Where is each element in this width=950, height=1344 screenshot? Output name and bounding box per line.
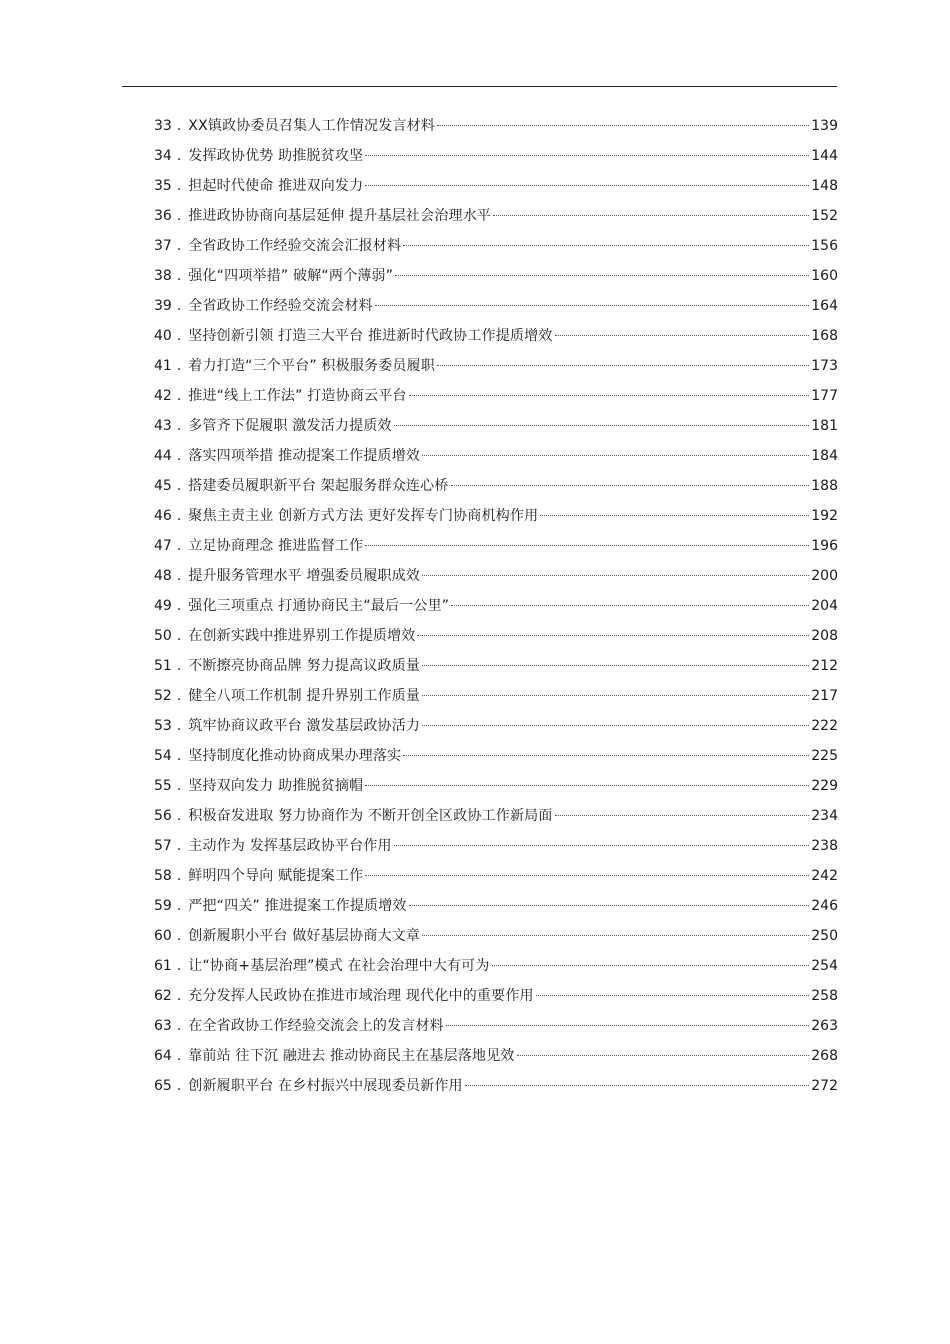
toc-entry-number: 57 [154,838,172,854]
toc-entry-page: 188 [811,478,838,494]
toc-dot-leader [417,635,809,636]
toc-dot-leader [493,215,809,216]
toc-entry-separator: . [176,868,182,884]
toc-entry-separator: . [176,538,182,554]
toc-entry-title: XX镇政协委员召集人工作情况发言材料 [188,118,436,134]
toc-entry-separator: . [176,928,182,944]
toc-entry-number: 55 [154,778,172,794]
toc-entry-page: 160 [811,268,838,284]
toc-entry-title: 强化三项重点 打通协商民主“最后一公里” [188,598,450,614]
toc-entry-separator: . [176,898,182,914]
toc-entry-separator: . [176,598,182,614]
toc-entry-title: 主动作为 发挥基层政协平台作用 [188,838,392,854]
toc-entry[interactable] [154,234,838,264]
toc-entry[interactable] [154,174,838,204]
toc-entry-title: 坚持制度化推动协商成果办理落实 [188,748,402,764]
toc-entry-separator: . [176,718,182,734]
toc-dot-leader [536,995,810,996]
toc-entry[interactable] [154,714,838,744]
toc-entry[interactable] [154,414,838,444]
toc-dot-leader [446,1025,809,1026]
toc-entry-title: 靠前站 往下沉 融进去 推动协商民主在基层落地见效 [188,1048,515,1064]
toc-entry-title: 推进政协协商向基层延伸 提升基层社会治理水平 [188,208,492,224]
toc-entry-title: 鲜明四个导向 赋能提案工作 [188,868,364,884]
toc-entry[interactable] [154,1014,838,1044]
toc-entry-number: 62 [154,988,172,1004]
toc-entry[interactable] [154,624,838,654]
toc-dot-leader [540,515,809,516]
toc-entry-separator: . [176,118,182,134]
toc-entry[interactable] [154,564,838,594]
toc-dot-leader [403,755,809,756]
toc-entry-title: 担起时代使命 推进双向发力 [188,178,364,194]
toc-entry-separator: . [176,418,182,434]
toc-entry-title: 立足协商理念 推进监督工作 [188,538,364,554]
toc-entry-separator: . [176,268,182,284]
toc-entry-page: 177 [811,388,838,404]
toc-entry[interactable] [154,894,838,924]
toc-entry-page: 254 [811,958,838,974]
toc-dot-leader [437,125,809,126]
toc-entry-number: 54 [154,748,172,764]
toc-entry-title: 全省政协工作经验交流会汇报材料 [188,238,402,254]
toc-entry-title: 充分发挥人民政协在推进市域治理 现代化中的重要作用 [188,988,534,1004]
toc-dot-leader [422,935,809,936]
toc-entry[interactable] [154,114,838,144]
toc-entry-page: 181 [811,418,838,434]
table-of-contents [154,114,838,1104]
toc-entry-title: 不断擦亮协商品牌 努力提高议政质量 [188,658,421,674]
toc-dot-leader [555,815,810,816]
toc-entry-page: 217 [811,688,838,704]
toc-entry[interactable] [154,924,838,954]
toc-entry-page: 238 [811,838,838,854]
toc-entry-separator: . [176,208,182,224]
toc-entry-separator: . [176,148,182,164]
toc-dot-leader [409,905,810,906]
toc-entry-number: 36 [154,208,172,224]
toc-entry-page: 258 [811,988,838,1004]
toc-dot-leader [365,875,809,876]
toc-entry-separator: . [176,508,182,524]
toc-dot-leader [437,365,809,366]
toc-entry-number: 63 [154,1018,172,1034]
toc-entry-title: 严把“四关” 推进提案工作提质增效 [188,898,407,914]
toc-entry-number: 48 [154,568,172,584]
toc-entry-page: 196 [811,538,838,554]
toc-entry[interactable] [154,954,838,984]
toc-entry-title: 发挥政协优势 助推脱贫攻坚 [188,148,364,164]
toc-entry-number: 65 [154,1078,172,1094]
toc-entry-number: 38 [154,268,172,284]
toc-entry[interactable] [154,384,838,414]
toc-entry-page: 139 [811,118,838,134]
toc-entry-page: 144 [811,148,838,164]
toc-entry-number: 43 [154,418,172,434]
toc-entry-page: 148 [811,178,838,194]
toc-entry-separator: . [176,568,182,584]
toc-entry-separator: . [176,478,182,494]
toc-entry-title: 提升服务管理水平 增强委员履职成效 [188,568,421,584]
toc-entry[interactable] [154,144,838,174]
toc-entry-title: 全省政协工作经验交流会材料 [188,298,373,314]
toc-entry-separator: . [176,958,182,974]
toc-entry-number: 46 [154,508,172,524]
toc-dot-leader [365,185,809,186]
toc-entry[interactable] [154,594,838,624]
toc-dot-leader [422,695,809,696]
toc-dot-leader [365,155,809,156]
toc-entry-page: 263 [811,1018,838,1034]
toc-entry-separator: . [176,658,182,674]
toc-entry[interactable] [154,774,838,804]
toc-entry[interactable] [154,654,838,684]
toc-entry-title: 多管齐下促履职 激发活力提质效 [188,418,392,434]
toc-entry[interactable] [154,684,838,714]
toc-entry-number: 53 [154,718,172,734]
toc-entry-page: 229 [811,778,838,794]
toc-entry-page: 168 [811,328,838,344]
toc-entry-page: 234 [811,808,838,824]
toc-entry-separator: . [176,838,182,854]
toc-entry-page: 212 [811,658,838,674]
toc-entry-page: 192 [811,508,838,524]
toc-entry-page: 225 [811,748,838,764]
toc-entry[interactable] [154,744,838,774]
toc-entry-title: 强化“四项举措” 破解“两个薄弱” [188,268,394,284]
toc-entry-number: 51 [154,658,172,674]
toc-entry[interactable] [154,444,838,474]
toc-dot-leader [403,245,809,246]
toc-entry-page: 272 [811,1078,838,1094]
toc-entry[interactable] [154,1044,838,1074]
toc-entry[interactable] [154,204,838,234]
toc-dot-leader [465,1085,810,1086]
toc-entry-title: 聚焦主责主业 创新方式方法 更好发挥专门协商机构作用 [188,508,539,524]
toc-entry-number: 50 [154,628,172,644]
toc-entry-number: 60 [154,928,172,944]
toc-dot-leader [451,605,809,606]
toc-entry-number: 44 [154,448,172,464]
toc-entry-separator: . [176,1048,182,1064]
toc-entry-page: 184 [811,448,838,464]
toc-entry[interactable] [154,504,838,534]
toc-entry-number: 47 [154,538,172,554]
toc-entry-title: 健全八项工作机制 提升界别工作质量 [188,688,421,704]
toc-entry-number: 41 [154,358,172,374]
toc-entry-separator: . [176,748,182,764]
toc-entry-separator: . [176,1078,182,1094]
toc-entry-number: 33 [154,118,172,134]
toc-entry[interactable] [154,834,838,864]
toc-entry[interactable] [154,804,838,834]
toc-entry[interactable] [154,984,838,1014]
toc-entry-title: 推进“线上工作法” 打造协商云平台 [188,388,407,404]
toc-entry-number: 37 [154,238,172,254]
toc-entry-number: 56 [154,808,172,824]
toc-entry-separator: . [176,388,182,404]
toc-entry-separator: . [176,298,182,314]
toc-entry-number: 64 [154,1048,172,1064]
toc-entry-separator: . [176,238,182,254]
toc-entry-number: 40 [154,328,172,344]
toc-entry-separator: . [176,778,182,794]
toc-entry[interactable] [154,294,838,324]
toc-entry-page: 246 [811,898,838,914]
toc-entry-number: 42 [154,388,172,404]
toc-entry-title: 创新履职小平台 做好基层协商大文章 [188,928,421,944]
toc-entry-separator: . [176,988,182,1004]
toc-entry-number: 49 [154,598,172,614]
toc-entry-title: 在全省政协工作经验交流会上的发言材料 [188,1018,444,1034]
toc-entry-page: 268 [811,1048,838,1064]
toc-entry[interactable] [154,864,838,894]
toc-entry-title: 坚持双向发力 助推脱贫摘帽 [188,778,364,794]
toc-entry-separator: . [176,688,182,704]
toc-entry-title: 在创新实践中推进界别工作提质增效 [188,628,416,644]
toc-dot-leader [375,305,809,306]
toc-entry-number: 45 [154,478,172,494]
toc-entry-page: 152 [811,208,838,224]
toc-entry-page: 222 [811,718,838,734]
toc-entry-page: 242 [811,868,838,884]
toc-dot-leader [365,545,809,546]
toc-entry-page: 164 [811,298,838,314]
toc-entry-separator: . [176,358,182,374]
toc-dot-leader [492,965,810,966]
toc-entry-number: 58 [154,868,172,884]
toc-entry-separator: . [176,328,182,344]
toc-entry-number: 34 [154,148,172,164]
toc-entry[interactable] [154,1074,838,1104]
toc-entry-separator: . [176,628,182,644]
toc-entry-title: 积极奋发进取 努力协商作为 不断开创全区政协工作新局面 [188,808,553,824]
toc-entry-title: 让“协商+基层治理”模式 在社会治理中大有可为 [188,958,490,974]
toc-entry-title: 坚持创新引领 打造三大平台 推进新时代政协工作提质增效 [188,328,553,344]
toc-entry[interactable] [154,264,838,294]
toc-entry-number: 52 [154,688,172,704]
toc-dot-leader [422,575,809,576]
toc-entry-page: 204 [811,598,838,614]
toc-entry[interactable] [154,324,838,354]
toc-entry-page: 200 [811,568,838,584]
toc-entry-separator: . [176,448,182,464]
header-rule [122,86,837,87]
toc-entry-page: 173 [811,358,838,374]
toc-entry-number: 59 [154,898,172,914]
toc-dot-leader [409,395,810,396]
toc-entry[interactable] [154,474,838,504]
toc-dot-leader [395,275,809,276]
toc-entry-page: 250 [811,928,838,944]
toc-dot-leader [365,785,809,786]
toc-entry-title: 创新履职平台 在乡村振兴中展现委员新作用 [188,1078,463,1094]
toc-entry-page: 156 [811,238,838,254]
toc-entry-page: 208 [811,628,838,644]
toc-dot-leader [422,665,809,666]
toc-dot-leader [422,725,809,726]
toc-dot-leader [517,1055,810,1056]
toc-entry-title: 搭建委员履职新平台 架起服务群众连心桥 [188,478,449,494]
toc-dot-leader [555,335,810,336]
toc-entry-separator: . [176,808,182,824]
toc-entry-number: 39 [154,298,172,314]
toc-entry-title: 着力打造“三个平台” 积极服务委员履职 [188,358,436,374]
toc-entry[interactable] [154,534,838,564]
toc-dot-leader [422,455,809,456]
toc-entry-title: 落实四项举措 推动提案工作提质增效 [188,448,421,464]
toc-entry-number: 61 [154,958,172,974]
toc-entry-separator: . [176,1018,182,1034]
toc-dot-leader [451,485,810,486]
toc-entry-number: 35 [154,178,172,194]
toc-entry[interactable] [154,354,838,384]
toc-dot-leader [394,845,810,846]
toc-entry-separator: . [176,178,182,194]
toc-dot-leader [394,425,810,426]
toc-entry-title: 筑牢协商议政平台 激发基层政协活力 [188,718,421,734]
